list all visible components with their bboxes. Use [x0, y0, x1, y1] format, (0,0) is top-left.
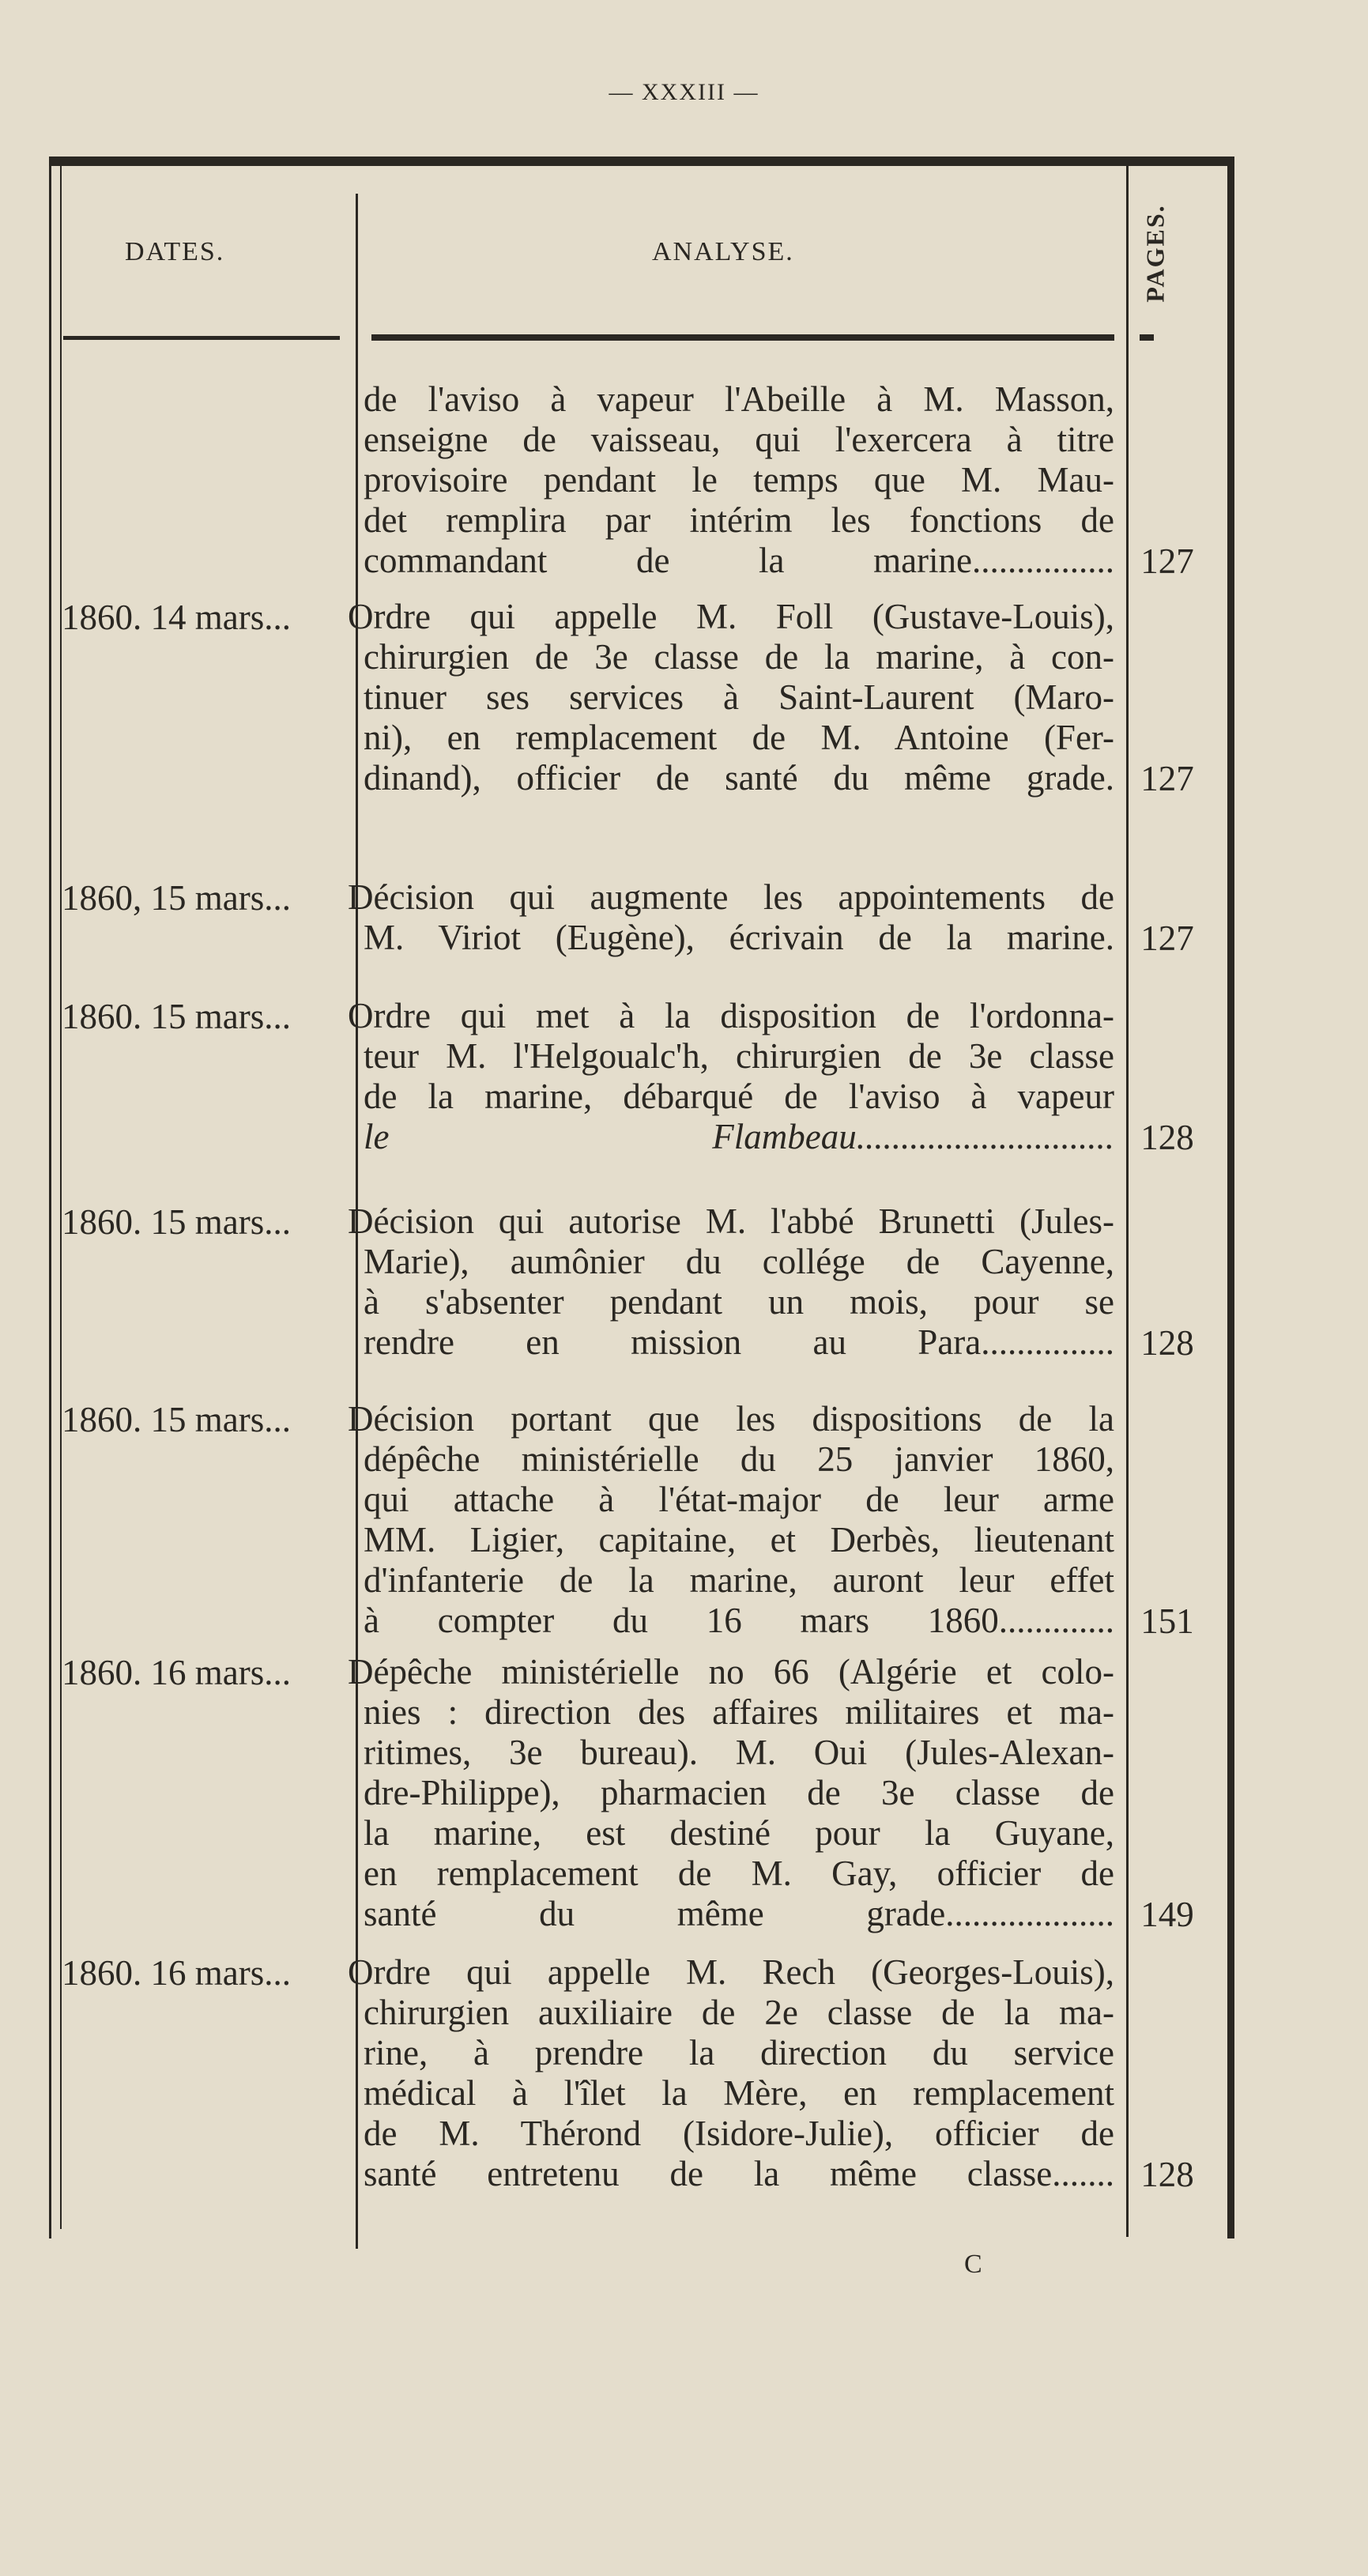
pages-column-header: PAGES. — [1140, 203, 1170, 303]
entry-analysis — [348, 1399, 1114, 1641]
analysis-line: teur M. l'Helgoualc'h, chirurgien de 3e classe — [364, 1036, 1114, 1076]
analyse-column-header: ANALYSE. — [652, 237, 794, 266]
analysis-line: nies : direction des affaires militaires et ma- — [364, 1692, 1114, 1732]
analysis-line: provisoire pendant le temps que M. Mau- — [364, 460, 1114, 500]
analyse-header-rule — [371, 334, 1114, 341]
entry-date: 1860. 15 mars... — [62, 1202, 291, 1242]
analysis-line: Décision portant que les dispositions de la — [348, 1399, 1114, 1439]
page-number: 151 — [1140, 1601, 1194, 1641]
analysis-line: Marie), aumônier du collége de Cayenne, — [364, 1242, 1114, 1281]
analysis-line: MM. Ligier, capitaine, et Derbès, lieutenant — [364, 1520, 1114, 1560]
analysis-line: médical à l'îlet la Mère, en remplacement — [364, 2073, 1114, 2113]
entry-date: 1860. 16 mars... — [62, 1953, 291, 1993]
analysis-line: Décision qui autorise M. l'abbé Brunetti (Jules- — [348, 1201, 1114, 1241]
page-number: 128 — [1140, 2155, 1194, 2194]
analysis-line: la marine, est destiné pour la Guyane, — [364, 1813, 1114, 1853]
analysis-line: chirurgien de 3e classe de la marine, à con- — [364, 637, 1114, 677]
dates-header-rule — [63, 336, 340, 340]
page-header: — XXXIII — — [609, 79, 759, 105]
analysis-line: dépêche ministérielle du 25 janvier 1860, — [364, 1439, 1114, 1479]
analysis-line: à s'absenter pendant un mois, pour se — [364, 1282, 1114, 1322]
entry-date: 1860. 16 mars... — [62, 1653, 291, 1692]
analysis-line: M. Viriot (Eugène), écrivain de la marine. — [364, 918, 1114, 957]
page-number: 127 — [1140, 918, 1194, 958]
analysis-line: Ordre qui appelle M. Foll (Gustave-Louis), — [348, 597, 1114, 636]
page-number: 128 — [1140, 1118, 1194, 1157]
entry-date: 1860. 14 mars... — [62, 598, 291, 637]
analysis-line: Décision qui augmente les appointements de — [348, 877, 1114, 917]
pages-column-divider — [1126, 166, 1129, 2237]
analysis-line: Dépêche ministérielle no 66 (Algérie et colo- — [348, 1652, 1114, 1692]
analysis-line: enseigne de vaisseau, qui l'exercera à titre — [364, 420, 1114, 459]
page-number: 149 — [1140, 1895, 1194, 1934]
dates-column-header: DATES. — [125, 237, 225, 266]
analysis-line: santé du même grade................... — [364, 1894, 1114, 1933]
analysis-line: à compter du 16 mars 1860............. — [364, 1601, 1114, 1640]
analysis-line: ni), en remplacement de M. Antoine (Fer- — [364, 718, 1114, 757]
analysis-line: Ordre qui appelle M. Rech (Georges-Louis), — [348, 1952, 1114, 1992]
entry-analysis — [348, 1201, 1114, 1363]
analysis-line: rendre en mission au Para............... — [364, 1322, 1114, 1362]
analysis-line: de la marine, débarqué de l'aviso à vapeur — [364, 1077, 1114, 1116]
analysis-line: tinuer ses services à Saint-Laurent (Maro- — [364, 677, 1114, 717]
signature-mark: C — [964, 2250, 982, 2279]
analysis-line: commandant de la marine................ — [364, 541, 1114, 580]
entry-date: 1860, 15 mars... — [62, 878, 291, 918]
analysis-line: de l'aviso à vapeur l'Abeille à M. Masson, — [364, 379, 1114, 419]
analysis-line: dre-Philippe), pharmacien de 3e classe de — [364, 1773, 1114, 1812]
analysis-line: Ordre qui met à la disposition de l'ordonna- — [348, 996, 1114, 1035]
page-number: 127 — [1140, 759, 1194, 798]
analysis-line: d'infanterie de la marine, auront leur effet — [364, 1560, 1114, 1600]
entry-analysis — [348, 877, 1114, 958]
analysis-line: de M. Thérond (Isidore-Julie), officier de — [364, 2114, 1114, 2153]
analysis-line: dinand), officier de santé du même grade. — [364, 758, 1114, 798]
entry-date: 1860. 15 mars... — [62, 997, 291, 1036]
analysis-line: santé entretenu de la même classe....... — [364, 2154, 1114, 2193]
analysis-line: rine, à prendre la direction du service — [364, 2033, 1114, 2072]
entry-date: 1860. 15 mars... — [62, 1400, 291, 1439]
analysis-line: qui attache à l'état-major de leur arme — [364, 1480, 1114, 1519]
analysis-line: chirurgien auxiliaire de 2e classe de la ma- — [364, 1993, 1114, 2032]
analysis-line: ritimes, 3e bureau). M. Oui (Jules-Alexan- — [364, 1733, 1114, 1772]
page-number: 128 — [1140, 1323, 1194, 1363]
entry-analysis — [364, 379, 1114, 581]
entry-analysis — [348, 1952, 1114, 2194]
analysis-line: det remplira par intérim les fonctions de — [364, 500, 1114, 540]
analysis-line: en remplacement de M. Gay, officier de — [364, 1854, 1114, 1893]
page-number: 127 — [1140, 541, 1194, 581]
entry-analysis — [348, 1652, 1114, 1934]
pages-header-rule — [1140, 334, 1154, 341]
analysis-line: le Flambeau............................. — [364, 1117, 1114, 1156]
inner-left-border — [60, 166, 62, 2229]
entry-analysis — [348, 996, 1114, 1157]
entry-analysis — [348, 597, 1114, 798]
